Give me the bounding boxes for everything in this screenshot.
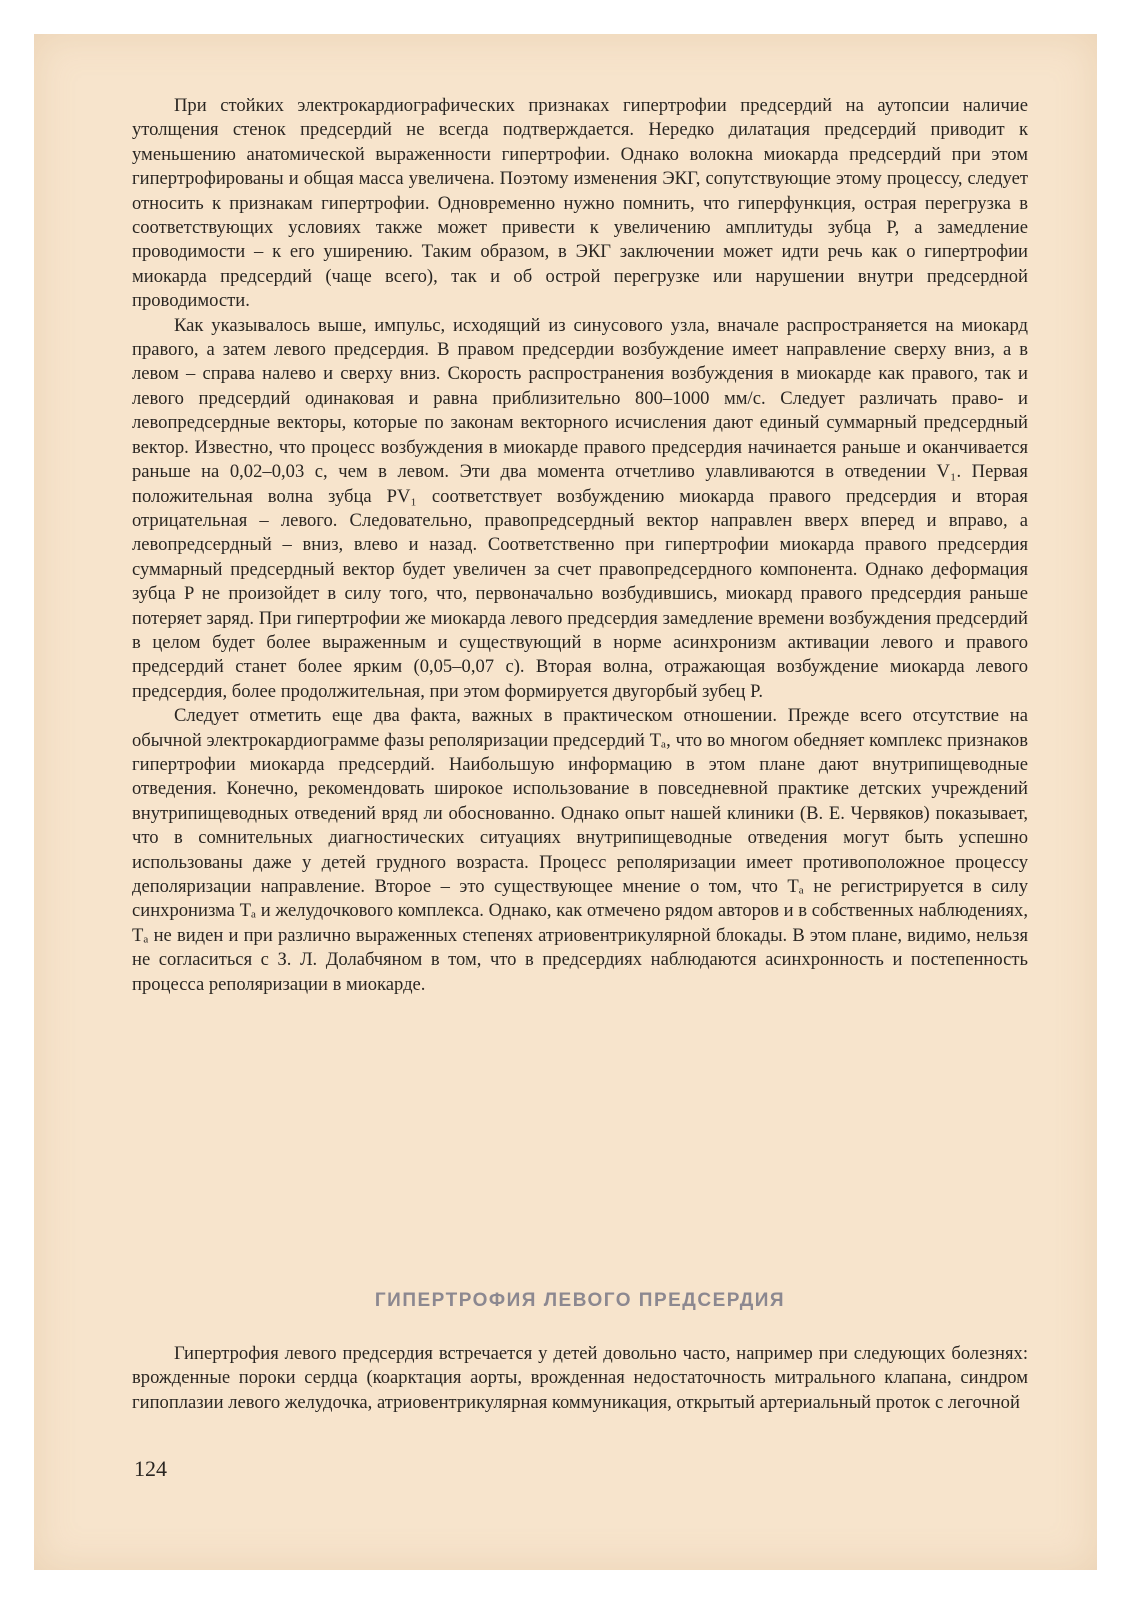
main-text [132,94,1028,997]
section-body [132,1342,1028,1415]
paragraph: Как указывалось выше, импульс, исходящий из синусового узла, вначале распространяется на миокард правого, а затем левого предсердия. В правом предсердии возбуждение имеет направление сверху вниз, а в левом – справа налево и сверху вниз. Скорость распространения возбуждения в миокарде как правого, так и левого предсердий одинаковая и равна приблизительно 800–1000 мм/с. Следует различать право- и левопредсердные векторы, которые по законам векторного исчисления дают единый суммарный предсердный вектор. Известно, что процесс возбуждения в миокарде правого предсердия начинается раньше и оканчивается раньше на 0,02–0,03 с, чем в левом. Эти два момента отчетливо улавливаются в отведении V₁. Первая положительная волна зубца PV₁ соответствует возбуждению миокарда правого предсердия и вторая отрицательная – левого. Следовательно, правопредсердный вектор направлен вверх вперед и вправо, а левопредсердный – вниз, влево и назад. Соответственно при гипертрофии миокарда правого предсердия суммарный предсердный вектор будет увеличен за счет правопредсердного компонента. Однако деформация зубца P не произойдет в силу того, что, первоначально возбудившись, миокард правого предсердия раньше потеряет заряд. При гипертрофии же миокарда левого предсердия замедление времени возбуждения предсердий в целом будет более выраженным и существующий в норме асинхронизм активации левого и правого предсердий станет более ярким (0,05–0,07 с). Вторая волна, отражающая возбуждение миокарда левого предсердия, более продолжительная, при этом формируется двугорбый зубец P. [132,314,1028,702]
section-heading: ГИПЕРТРОФИЯ ЛЕВОГО ПРЕДСЕРДИЯ [374,1290,786,1311]
page-number: 124 [134,1456,167,1481]
paragraph: При стойких электрокардиографических признаках гипертрофии предсердий на аутопсии наличие утолщения стенок предсердий не всегда подтверждается. Нередко дилатация предсердий приводит к уменьшению анатомической выраженности гипертрофии. Однако волокна миокарда предсердий при этом гипертрофированы и общая масса увеличена. Поэтому изменения ЭКГ, сопутствующие этому процессу, следует относить к признакам гипертрофии. Одновременно нужно помнить, что гиперфункция, острая перегрузка в соответствующих условиях также может привести к увеличению амплитуды зубца P, а замедление проводимости – к его уширению. Таким образом, в ЭКГ заключении может идти речь как о гипертрофии миокарда предсердий (чаще всего), так и об острой перегрузке или нарушении внутри предсердной проводимости. [132,95,1028,312]
paragraph: Гипертрофия левого предсердия встречается у детей довольно часто, например при следующих болезнях: врожденные пороки сердца (коарктация аорты, врожденная недостаточность митрального клапана, синдром гипоплазии левого желудочка, атриовентрикулярная коммуникация, открытый артериальный проток с легочной [132,1343,1028,1413]
paragraph: Следует отметить еще два факта, важных в практическом отношении. Прежде всего отсутствие на обычной электрокардиограмме фазы реполяризации предсердий Tₐ, что во многом обедняет комплекс признаков гипертрофии миокарда предсердий. Наибольшую информацию в этом плане дают внутрипищеводные отведения. Конечно, рекомендовать широкое использование в повседневной практике детских учреждений внутрипищеводных отведений вряд ли обоснованно. Однако опыт нашей клиники (В. Е. Червяков) показывает, что в сомнительных диагностических ситуациях внутрипищеводные отведения могут быть успешно использованы даже у детей грудного возраста. Процесс реполяризации имеет противоположное процессу деполяризации направление. Второе – это существующее мнение о том, что Tₐ не регистрируется в силу синхронизма Tₐ и желудочкового комплекса. Однако, как отмечено рядом авторов и в собственных наблюдениях, Tₐ не виден и при различно выраженных степенях атриовентрикулярной блокады. В этом плане, видимо, нельзя не согласиться с З. Л. Долабчяном в том, что в предсердиях наблюдаются асинхронность и постепенность процесса реполяризации в миокарде. [132,705,1028,995]
